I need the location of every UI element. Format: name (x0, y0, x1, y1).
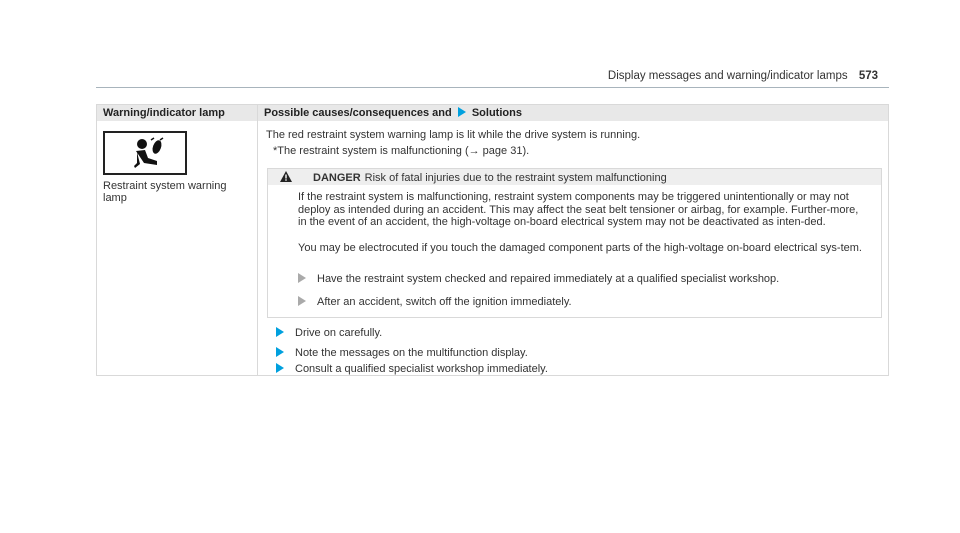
column-divider (257, 105, 258, 375)
danger-step-1-text: Have the restraint system checked and repaired immediately at a qualified specialist workshop. (317, 273, 780, 285)
step-arrow-icon (298, 296, 306, 306)
header-title: Display messages and warning/indicator lamps (607, 70, 848, 82)
danger-step-2-text: After an accident, switch off the ignition immediately. (317, 296, 572, 308)
step-arrow-icon (298, 273, 306, 283)
danger-label: DANGER (313, 172, 361, 184)
danger-notice (267, 168, 882, 318)
danger-step-1 (298, 273, 779, 285)
action-step-3 (276, 363, 548, 375)
action-step-1 (276, 327, 382, 339)
action-step-2-text: Note the messages on the multifunction display. (295, 347, 528, 359)
col-header-causes (264, 107, 522, 119)
page-header (0, 70, 878, 82)
intro-line-2: *The restraint system is malfunctioning (→ page 31). (273, 145, 530, 157)
danger-paragraph-2: You may be electrocuted if you touch the damaged component parts of the high-voltage on-board electrical sys-tem. (298, 242, 862, 254)
action-step-3-text: Consult a qualified specialist workshop immediately. (295, 363, 548, 375)
page-number: 573 (858, 70, 878, 82)
danger-title-text: Risk of fatal injuries due to the restraint system malfunctioning (364, 172, 667, 184)
danger-paragraph-1: If the restraint system is malfunctioning, restraint system components may be triggered unintentionally or may not deploy as intended during an accident. This may affect the seat belt tensioner or airbag, for example. Further-more, in the event of an accident, the high-voltage on-board electrical system may not be deactivated as inten-ded. (298, 191, 859, 228)
danger-header (268, 169, 881, 185)
arrow-right-icon (458, 107, 466, 117)
step-arrow-icon (276, 347, 284, 357)
col-header-solutions-text: Solutions (471, 107, 522, 119)
header-divider (96, 87, 889, 88)
step-arrow-icon (276, 327, 284, 337)
danger-step-2 (298, 296, 572, 308)
action-step-1-text: Drive on carefully. (295, 327, 383, 339)
airbag-passenger-icon (103, 131, 187, 175)
lamp-caption: Restraint system warning lamp (103, 180, 227, 204)
col-header-lamp: Warning/indicator lamp (103, 107, 225, 119)
warning-triangle-icon (280, 171, 292, 182)
warning-lamp-table (96, 104, 889, 376)
step-arrow-icon (276, 363, 284, 373)
col-header-causes-text: Possible causes/consequences and (264, 107, 452, 119)
intro-line-1: The red restraint system warning lamp is lit while the drive system is running. (266, 129, 641, 141)
action-step-2 (276, 347, 528, 359)
danger-title (313, 172, 667, 184)
table-header-row (97, 105, 888, 121)
